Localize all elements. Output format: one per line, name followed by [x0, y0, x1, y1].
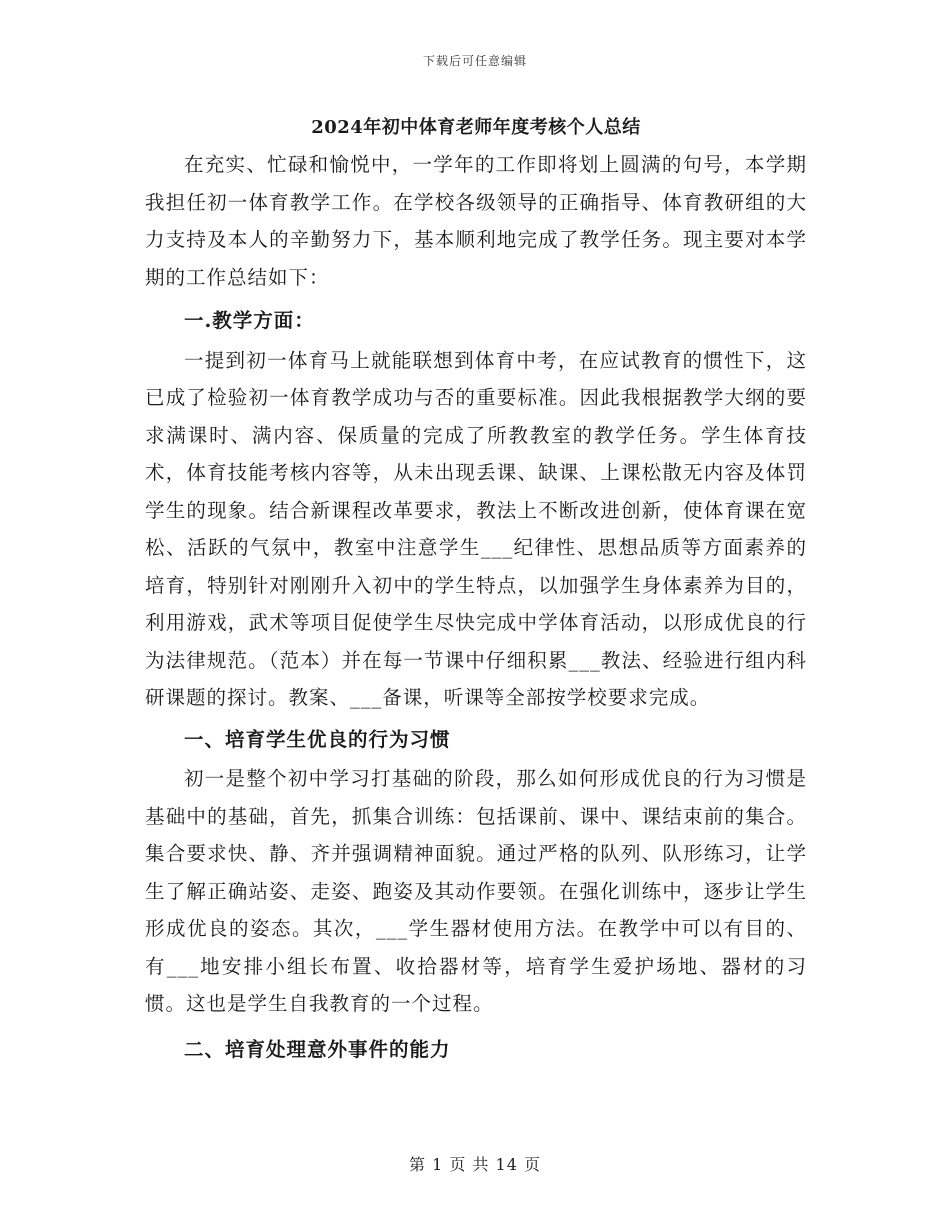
document-title: 2024年初中体育老师年度考核个人总结 — [311, 117, 641, 138]
section-heading-emergency: 二、培育处理意外事件的能力 — [184, 1037, 451, 1061]
section-body-habits: 初一是整个初中学习打基础的阶段，那么如何形成优良的行为习惯是基础中的基础，首先，抓集合训练：包括课前、课中、课结束前的集合。集合要求快、静、齐并强调精神面貌。通过严格的队列、队形练习，让学生了解正确站姿、走姿、跑姿及其动作要领。在强化训练中，逐步让学生形成优良的姿态。其次，___学生器材使用方法。在教学中可以有目的、有___地安排小组长布置、收拾器材等，培育学生爱护场地、器材的习惯。这也是学生自我教育的一个过程。 — [145, 767, 807, 1015]
header-note: 下载后可任意编辑 — [422, 54, 527, 68]
section-heading-habits: 一、培育学生优良的行为习惯 — [184, 727, 451, 751]
page-number: 第 1 页 共 14 页 — [409, 1155, 541, 1174]
document-body — [145, 112, 807, 1070]
intro-paragraph: 在充实、忙碌和愉悦中，一学年的工作即将划上圆满的句号，本学期我担任初一体育教学工作。在学校各级领导的正确指导、体育教研组的大力支持及本人的辛勤努力下，基本顺利地完成了教学任务。现主要对本学期的工作总结如下： — [145, 153, 807, 289]
section-heading-teaching: 一.教学方面： — [184, 309, 315, 332]
section-body-teaching: 一提到初一体育马上就能联想到体育中考，在应试教育的惯性下，这已成了检验初一体育教学成功与否的重要标准。因此我根据教学大纲的要求满课时、满内容、保质量的完成了所教教室的教学任务。学生体育技术，体育技能考核内容等，从未出现丢课、缺课、上课松散无内容及体罚学生的现象。结合新课程改革要求，教法上不断改进创新，使体育课在宽松、活跃的气氛中，教室中注意学生___纪律性、思想品质等方面素养的培育，特别针对刚刚升入初中的学生特点，以加强学生身体素养为目的，利用游戏，武术等项目促使学生尽快完成中学体育活动，以形成优良的行为法律规范。（范本）并在每一节课中仔细积累___教法、经验进行组内科研课题的探讨。教案、___备课，听课等全部按学校要求完成。 — [145, 348, 807, 709]
